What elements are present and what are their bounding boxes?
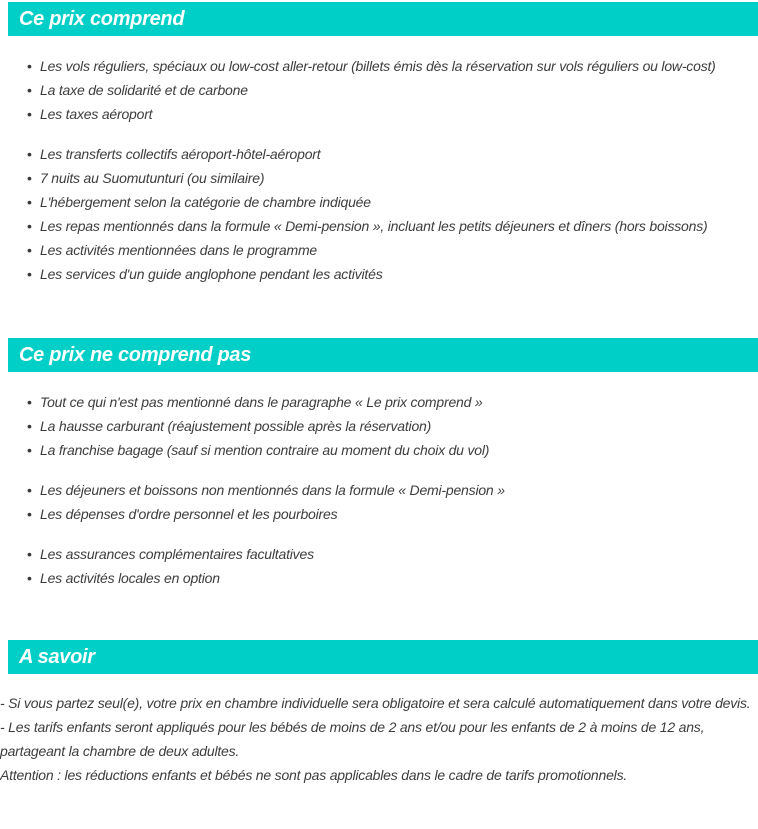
list-item: • L'hébergement selon la catégorie de chambre indiquée (40, 190, 752, 214)
list-item: • Les activités locales en option (40, 566, 752, 590)
bullet-group-flights-taxes (0, 54, 752, 126)
price-excludes-lists (0, 372, 758, 590)
bullet-group-stay-services (0, 142, 752, 286)
section-price-includes (0, 2, 758, 286)
list-item: • 7 nuits au Suomutunturi (ou similaire) (40, 166, 752, 190)
list-item: • Les taxes aéroport (40, 102, 752, 126)
note-single-traveler: - Si vous partez seul(e), votre prix en chambre individuelle sera obligatoire et sera calculé automatiquement dans votre devis. (0, 695, 751, 711)
section-header-price-includes (8, 2, 758, 36)
list-item: • La taxe de solidarité et de carbone (40, 78, 752, 102)
bullet-group-meals-personal (0, 478, 752, 526)
section-header-price-excludes (8, 338, 758, 372)
list-item: • Tout ce qui n'est pas mentionné dans le paragraphe « Le prix comprend » (40, 390, 752, 414)
list-item: • Les activités mentionnées dans le programme (40, 238, 752, 262)
list-item: • La hausse carburant (réajustement possible après la réservation) (40, 414, 752, 438)
list-item: • Les assurances complémentaires facultatives (40, 542, 752, 566)
section-header-good-to-know (8, 640, 758, 674)
price-details-page (0, 2, 758, 787)
list-item: • Les dépenses d'ordre personnel et les pourboires (40, 502, 752, 526)
note-promo-warning: Attention : les réductions enfants et bébés ne sont pas applicables dans le cadre de tarifs promotionnels. (0, 767, 628, 783)
good-to-know-paragraphs (0, 674, 758, 787)
bullet-group-insurance-options (0, 542, 752, 590)
list-item: • La franchise bagage (sauf si mention contraire au moment du choix du vol) (40, 438, 752, 462)
price-includes-lists (0, 36, 758, 286)
list-item: • Les repas mentionnés dans la formule « Demi-pension », incluant les petits déjeuners et dîners (hors boissons) (40, 214, 752, 238)
section-good-to-know (0, 640, 758, 787)
note-child-rates: - Les tarifs enfants seront appliqués pour les bébés de moins de 2 ans et/ou pour les enfants de 2 à moins de 12 ans, partageant la chambre de deux adultes. (0, 719, 705, 759)
list-item: • Les transferts collectifs aéroport-hôtel-aéroport (40, 142, 752, 166)
list-item: • Les déjeuners et boissons non mentionnés dans la formule « Demi-pension » (40, 478, 752, 502)
section-title: Ce prix ne comprend pas (19, 343, 252, 366)
section-price-excludes (0, 338, 758, 590)
section-title: Ce prix comprend (19, 7, 185, 30)
bullet-group-general-exclusions (0, 390, 752, 462)
section-title: A savoir (19, 645, 95, 668)
list-item: • Les services d'un guide anglophone pendant les activités (40, 262, 752, 286)
list-item: • Les vols réguliers, spéciaux ou low-cost aller-retour (billets émis dès la réservation sur vols réguliers ou low-cost) (40, 54, 752, 78)
